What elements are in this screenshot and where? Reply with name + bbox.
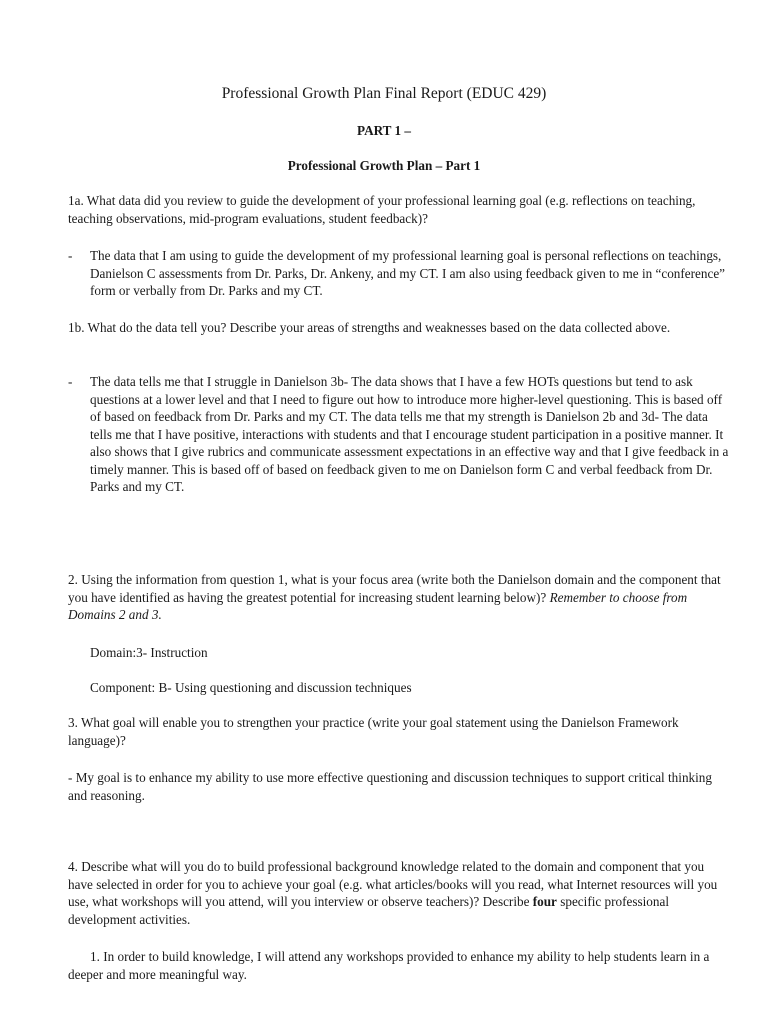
domain-line: Domain:3- Instruction [90, 645, 208, 660]
question-4 [68, 858, 728, 928]
answer-1b-text: The data tells me that I struggle in Danielson 3b- The data shows that I have a few HOTs questions but tend to ask questions at a lower level and that I need to figure out how to introduce more higher-level questioning. This is based off of based on feedback from Dr. Parks and my CT. The data tells me that my strength is Danielson 2b and 3d- The data tells me that I have positive, interactions with students and that I encourage student participation in a positive manner. It also shows that I give rubrics and communicate assessment expectations in an effective way and that I give feedback in a timely manner. This is based off of based on feedback given to me on Danielson form C and verbal feedback from Dr. Parks and my CT. [90, 374, 729, 494]
question-4-text: 4. Describe what will you do to build professional background knowledge related to the domain and component that you have selected in order for you to achieve your goal (e.g. what articles/books will you read, what Internet resources will you use, what workshops will you attend, will you interview or observe teachers)? Describe [68, 859, 718, 909]
section-subtitle: Professional Growth Plan – Part 1 [287, 158, 481, 173]
document-title: Professional Growth Plan Final Report (EDUC 429) [221, 85, 547, 102]
question-2 [68, 571, 728, 624]
bullet-dash: - [68, 374, 73, 389]
question-4-end: specific professional development activities. [68, 894, 669, 927]
question-1a: 1a. What data did you review to guide the development of your professional learning goal (e.g. reflections on teaching, teaching observations, mid-program evaluations, student feedback)? [68, 193, 696, 226]
question-4-emphasis: four [532, 894, 557, 909]
answer-4-item-1: 1. In order to build knowledge, I will attend any workshops provided to enhance my ability to help students learn in a deeper and more meaningful way. [68, 949, 710, 982]
answer-1a [68, 247, 730, 300]
answer-1a-text: The data that I am using to guide the development of my professional learning goal is personal reflections on teachings, Danielson C assessments from Dr. Parks, Dr. Ankeny, and my CT. I am also using feedback given to me in “conference” form or verbally from Dr. Parks and my CT. [90, 248, 726, 298]
component-line: Component: B- Using questioning and discussion techniques [90, 680, 412, 695]
question-2-note: Remember to choose from Domains 2 and 3. [68, 589, 688, 622]
answer-1b [68, 373, 730, 496]
question-3: 3. What goal will enable you to strengthen your practice (write your goal statement using the Danielson Framework language)? [68, 715, 679, 748]
question-1b: 1b. What do the data tell you? Describe your areas of strengths and weaknesses based on the data collected above. [68, 320, 671, 335]
question-2-text: 2. Using the information from question 1, what is your focus area (write both the Danielson domain and the component that you have identified as having the greatest potential for increasing student learning below)? [68, 572, 721, 605]
answer-3: - My goal is to enhance my ability to use more effective questioning and discussion techniques to support critical thinking and reasoning. [68, 770, 712, 803]
bullet-dash: - [68, 248, 73, 263]
part-heading: PART 1 – [357, 123, 411, 138]
